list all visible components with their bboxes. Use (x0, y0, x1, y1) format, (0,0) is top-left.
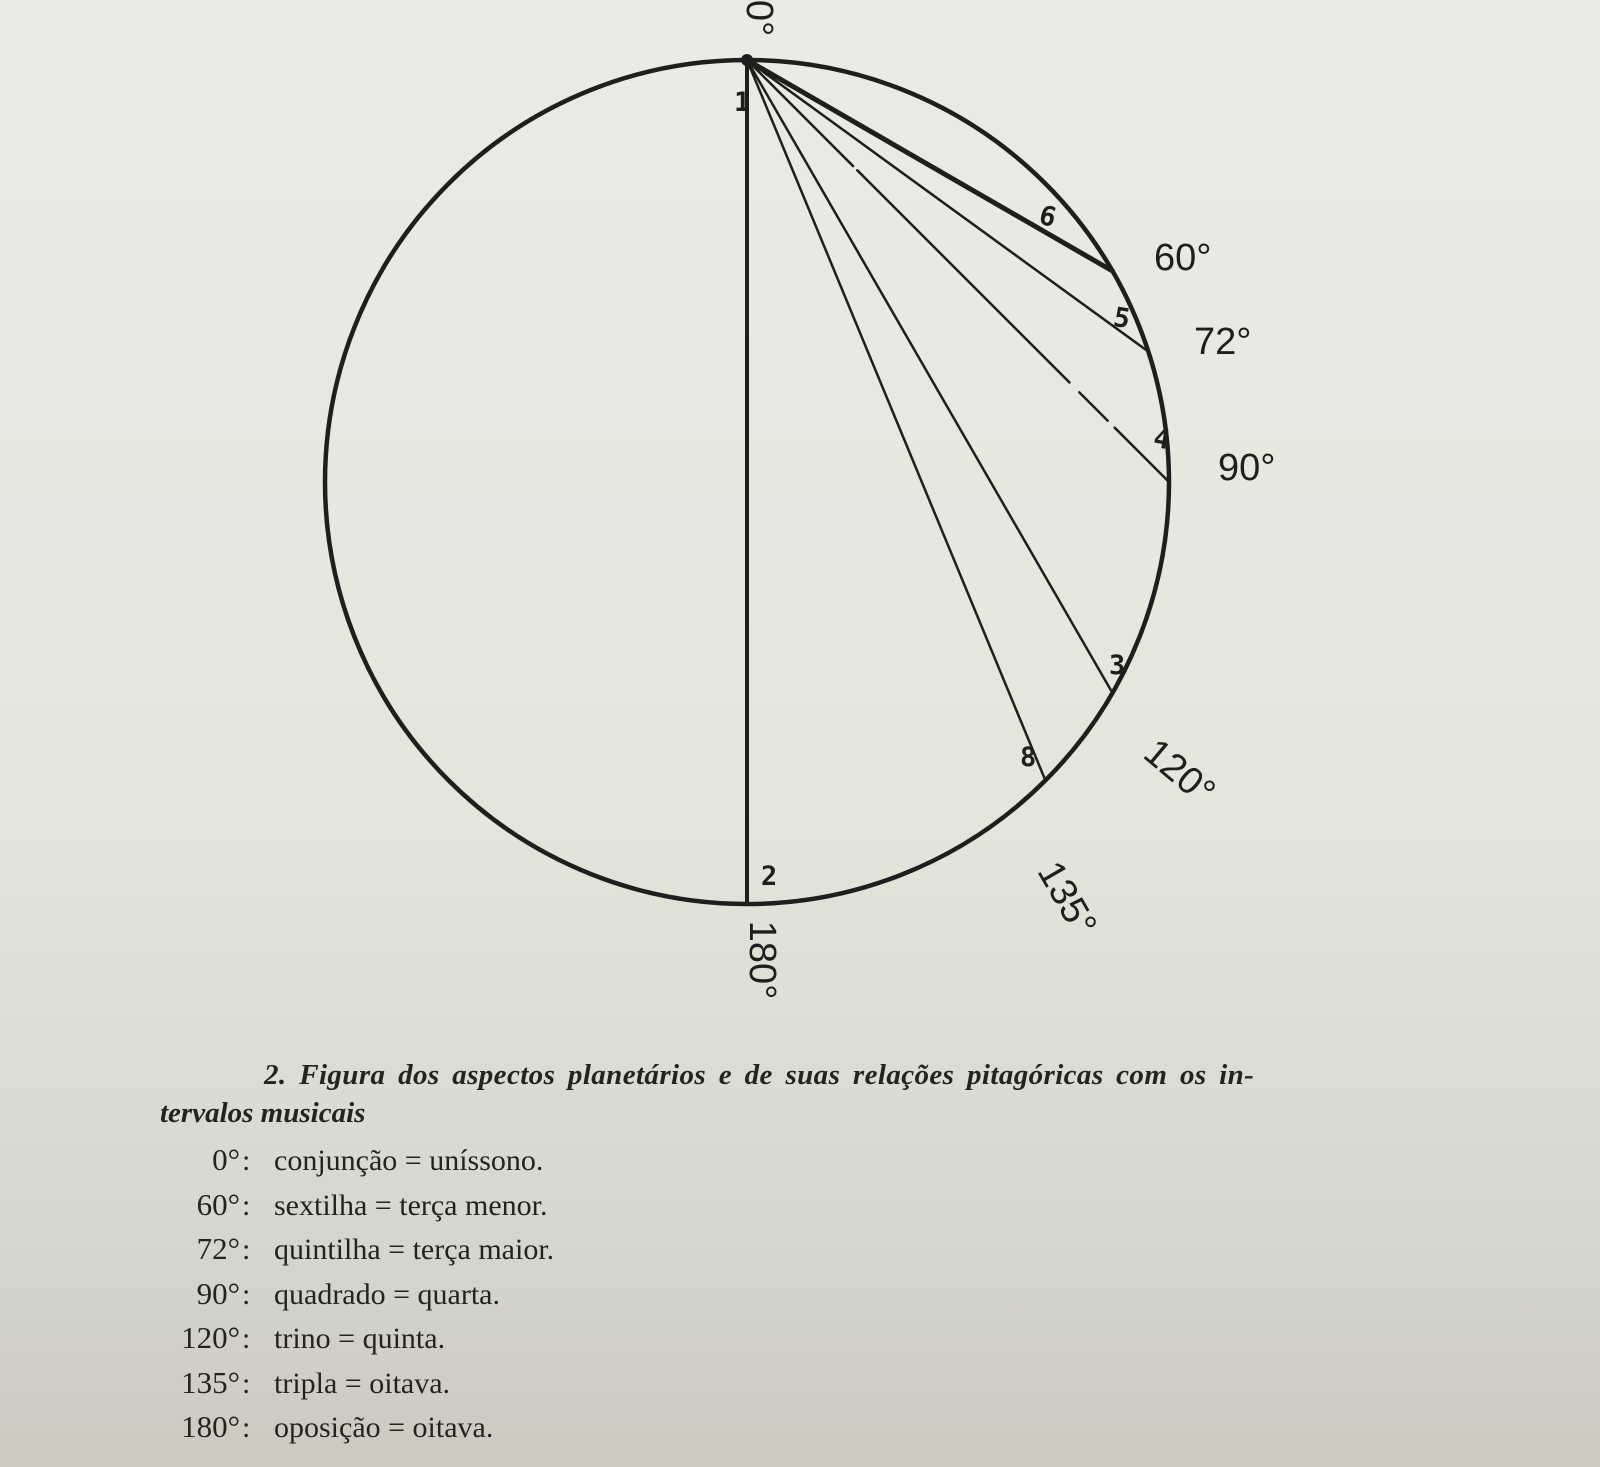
chord-60 (747, 60, 1113, 271)
legend-text: oposição = oitava. (274, 1411, 494, 1444)
aspect-legend (140, 1142, 840, 1454)
chord-layer (741, 54, 1169, 904)
degree-label-180: 180° (740, 920, 783, 1000)
legend-colon: : (242, 1233, 251, 1266)
legend-row-90 (140, 1276, 840, 1321)
legend-text: tripla = oitava. (274, 1366, 451, 1400)
legend-text: quadrado = quarta. (274, 1277, 500, 1311)
chord-number-3: 3 (1109, 650, 1126, 681)
caption-line-2: tervalos musicais (160, 1097, 366, 1129)
degree-label-90: 90° (1218, 447, 1276, 489)
legend-colon: : (242, 1322, 251, 1355)
legend-colon: : (242, 1366, 251, 1400)
legend-row-72 (140, 1231, 840, 1276)
chord-number-5: 5 (1110, 301, 1133, 336)
legend-text: conjunção = uníssono. (274, 1144, 544, 1177)
degree-label-60: 60° (1154, 237, 1212, 279)
legend-angle: 0° (212, 1142, 240, 1177)
legend-angle: 72° (196, 1231, 240, 1266)
chord-90 (747, 60, 1169, 482)
legend-colon: : (242, 1144, 251, 1177)
legend-angle: 90° (196, 1275, 240, 1311)
legend-colon: : (242, 1188, 251, 1222)
chord-120 (747, 60, 1113, 693)
chord-number-1: 1 (734, 87, 751, 118)
legend-row-135 (140, 1365, 840, 1410)
legend-text: trino = quinta. (274, 1322, 446, 1355)
figure-caption (160, 1056, 1420, 1132)
legend-row-0 (140, 1142, 840, 1187)
legend-angle: 135° (181, 1364, 240, 1400)
chord-number-8: 8 (1020, 742, 1037, 773)
legend-colon: : (242, 1277, 251, 1311)
legend-row-60 (140, 1187, 840, 1232)
legend-angle: 60° (196, 1186, 240, 1222)
legend-text: quintilha = terça maior. (274, 1233, 555, 1266)
chord-number-6: 6 (1035, 199, 1060, 235)
legend-colon: : (242, 1411, 251, 1444)
degree-label-120: 120° (1135, 731, 1223, 814)
degree-label-135: 135° (1028, 854, 1105, 944)
chord-number-4: 4 (1150, 422, 1173, 457)
origin-point (741, 54, 753, 66)
legend-row-180 (140, 1409, 840, 1454)
chord-number-2: 2 (761, 861, 778, 892)
legend-text: sextilha = terça menor. (274, 1188, 548, 1222)
degree-label-72: 72° (1194, 321, 1252, 363)
degree-label-0: 0° (737, 0, 780, 37)
legend-angle: 120° (181, 1320, 240, 1355)
legend-angle: 180° (181, 1409, 240, 1444)
legend-row-120 (140, 1320, 840, 1365)
caption-line-1: 2. Figura dos aspectos planetários e de suas relações pitagóricas com os in- (264, 1059, 1255, 1091)
